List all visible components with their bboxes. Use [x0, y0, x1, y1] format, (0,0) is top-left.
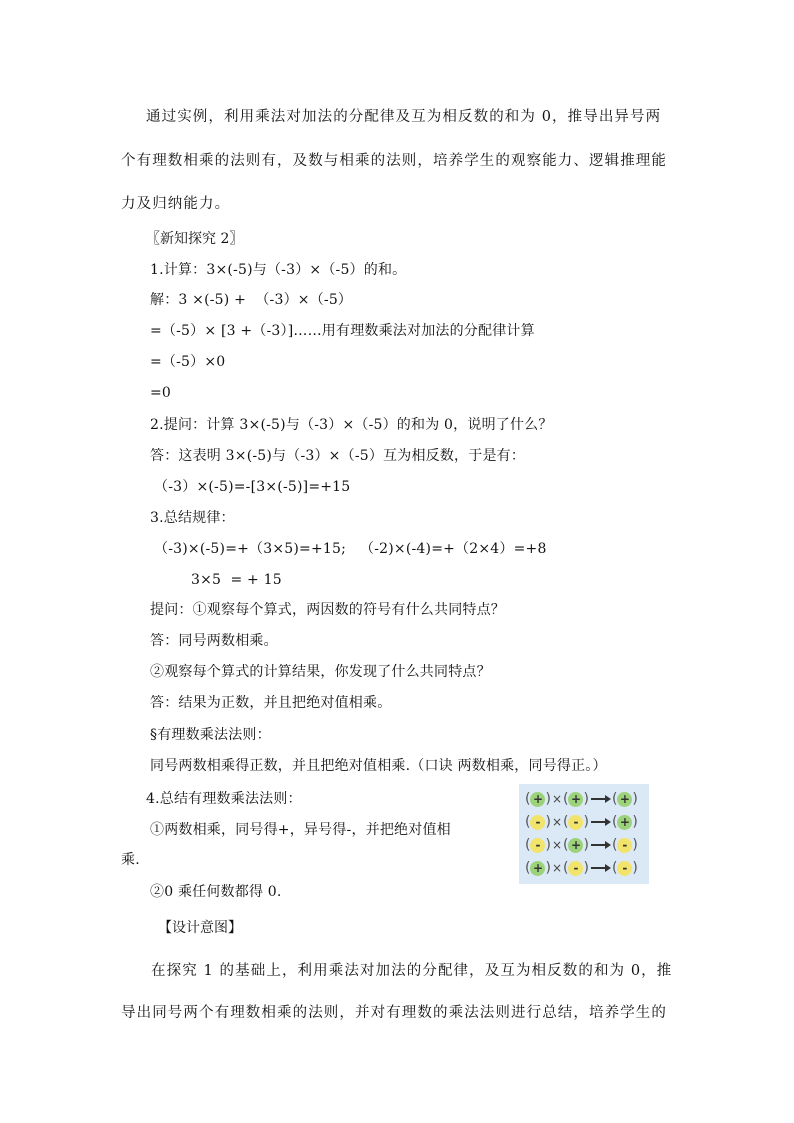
solution-line-3: =（-5）×0	[150, 354, 226, 370]
answer-2-equation: （-3）×(-5)=-[3×(-5)]=+15	[154, 479, 351, 495]
question-3: 3.总结规律：	[150, 510, 235, 526]
arrow-icon	[591, 867, 609, 869]
arrow-icon	[591, 844, 609, 846]
sign-circle: -	[617, 861, 632, 876]
sign-row: ( + ) × ( + ) ( + )	[525, 791, 638, 807]
sign-circle: -	[530, 815, 545, 830]
equation-row-1: （-3)×(-5)=+（3×5)=+15; （-2)×(-4)=+（2×4）=+8	[154, 541, 547, 557]
ask-1: 提问：①观察每个算式，两因数的符号有什么共同特点？	[150, 602, 505, 618]
question-2: 2.提问：计算 3×(-5)与（-3）×（-5）的和为 0，说明了什么？	[150, 417, 553, 433]
sign-circle: +	[530, 861, 545, 876]
summary-item-2: ②0 乘任何数都得 0.	[150, 884, 282, 900]
arrow-icon	[591, 821, 609, 823]
sign-circle: -	[568, 861, 583, 876]
summary-title: 4.总结有理数乘法法则：	[146, 791, 302, 807]
intro-line-3: 力及归纳能力。	[121, 196, 231, 212]
sign-circle: -	[568, 815, 583, 830]
sign-circle: -	[530, 838, 545, 853]
equation-row-2: 3×5 = + 15	[191, 572, 282, 588]
sign-circle: +	[617, 815, 632, 830]
solution-line-4: =0	[150, 385, 172, 401]
answer-ask-2: 答：结果为正数，并且把绝对值相乘。	[150, 695, 392, 711]
sign-rule-table	[519, 784, 649, 884]
sign-row: ( + ) × ( - ) ( - )	[525, 860, 638, 876]
rule-text: 同号两数相乘得正数，并且把绝对值相乘.（口诀 两数相乘，同号得正。）	[150, 758, 607, 774]
summary-item-1: ①两数相乘，同号得+，异号得-，并把绝对值相	[150, 822, 451, 838]
sign-row: ( - ) × ( + ) ( - )	[525, 837, 638, 853]
sign-circle: +	[568, 792, 583, 807]
design-line-2: 导出同号两个有理数相乘的法则，并对有理数的乘法法则进行总结，培养学生的	[121, 1005, 667, 1021]
solution-line-1: 解：3 ×(-5) + （-3）×（-5）	[150, 292, 353, 308]
summary-item-1-cont: 乘.	[121, 852, 140, 868]
sign-circle: +	[530, 792, 545, 807]
arrow-icon	[591, 798, 609, 800]
design-heading: 【设计意图】	[158, 920, 242, 936]
design-line-1: 在探究 1 的基础上，利用乘法对加法的分配律，及互为相反数的和为 0，推	[151, 963, 673, 979]
rule-heading: §有理数乘法法则：	[150, 727, 271, 743]
ask-2: ②观察每个算式的计算结果，你发现了什么共同特点？	[150, 664, 491, 680]
intro-line-1: 通过实例，利用乘法对加法的分配律及互为相反数的和为 0，推导出异号两	[146, 109, 662, 125]
sign-circle: +	[617, 792, 632, 807]
question-1: 1.计算：3×(-5)与（-3）×（-5）的和。	[150, 262, 407, 278]
answer-2: 答：这表明 3×(-5)与（-3）×（-5）互为相反数，于是有：	[150, 448, 526, 464]
sign-row: ( - ) × ( - ) ( + )	[525, 814, 638, 830]
sign-circle: +	[568, 838, 583, 853]
intro-line-2: 个有理数相乘的法则有，及数与相乘的法则，培养学生的观察能力、逻辑推理能	[121, 153, 667, 169]
answer-ask-1: 答：同号两数相乘。	[150, 633, 278, 649]
sign-circle: -	[617, 838, 632, 853]
section-title: 〖新知探究 2〗	[146, 231, 244, 247]
solution-line-2: =（-5）× [3 +（-3）]……用有理数乘法对加法的分配律计算	[150, 323, 535, 339]
